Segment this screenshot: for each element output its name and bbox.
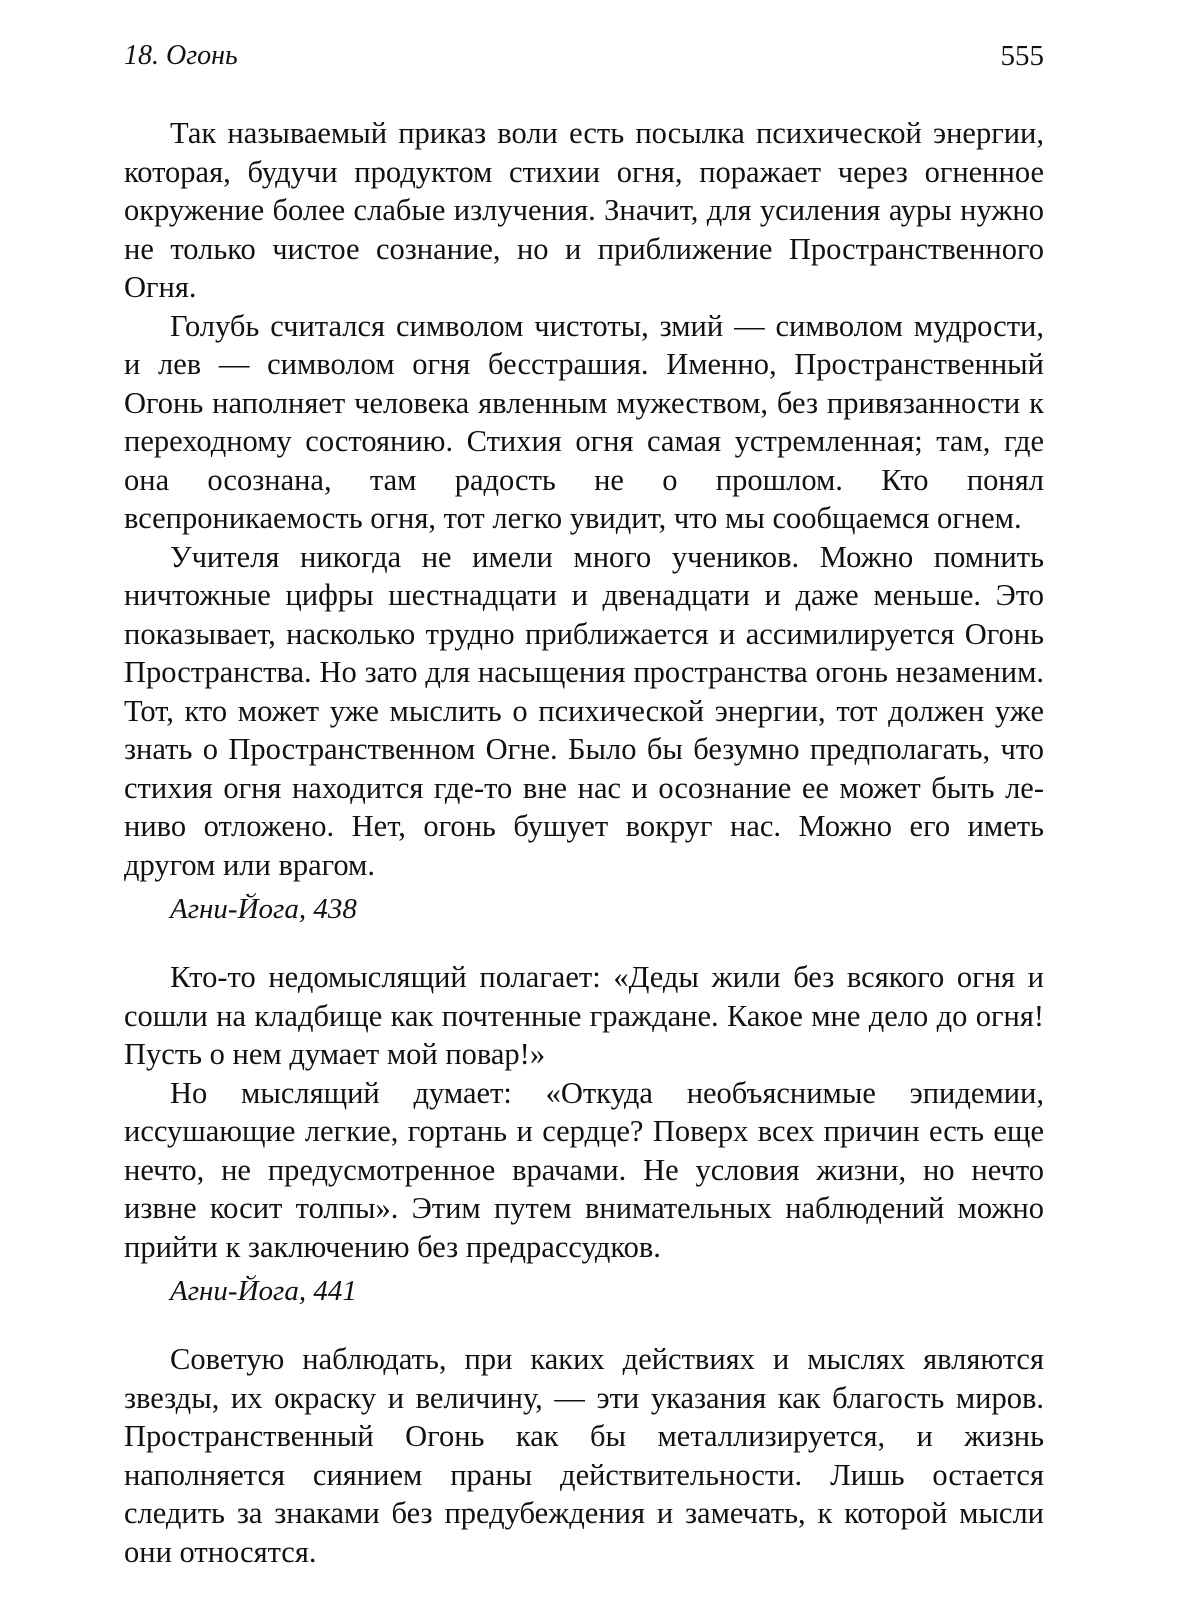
page-body — [124, 114, 1044, 1571]
page-header — [124, 40, 1044, 80]
page-number: 555 — [1000, 40, 1044, 72]
paragraph: Учителя никогда не имели много учеников. Можно помнить ничтожные цифры шестнадцати и двенадцати и даже меньше. Это показывает, насколько трудно приближается и ассимилируется Огонь Пространства. Но зато для насыщения пространства огонь незаменим. Тот, кто может уже мыслить о психической энергии, тот должен уже знать о Пространственном Огне. Было бы безумно предполагать, что стихия огня находится где-то вне нас и осознание ее может быть лениво отложено. Нет, огонь бушует вокруг нас. Можно его иметь другом или врагом. — [124, 539, 1044, 882]
running-head: 18. Огонь — [124, 40, 238, 71]
attribution: Агни-Йога, 438 — [170, 893, 357, 925]
paragraph: Советую наблюдать, при каких действиях и мыслях являются звезды, их окраску и величину, — эти указания как благость миров. Пространственный Огонь как бы металлизируется, и жизнь наполняется сиянием праны действительности. Лишь остается следить за знаками без предубеждения и замечать, к которой мысли они относятся. — [124, 1342, 1044, 1569]
paragraph: Но мыслящий думает: «Откуда необъяснимые эпидемии, иссушающие легкие, гортань и сердце? Поверх всех причин есть еще нечто, не предусмотренное врачами. Не условия жизни, но нечто извне косит толпы». Этим путем внимательных наблюдений можно прийти к заключению без предрассудков. — [124, 1075, 1044, 1264]
paragraph: Голубь считался символом чистоты, змий — символом мудрости, и лев — символом огня бесстрашия. Именно, Пространственный Огонь наполняет человека явленным мужеством, без привязанности к переходному состоянию. Стихия огня самая устремленная; там, где она осознана, там радость не о прошлом. Кто понял всепроникаемость огня, тот легко увидит, что мы сообщаемся огнем. — [124, 308, 1044, 535]
paragraph: Так называемый приказ воли есть посылка психической энергии, которая, будучи продуктом стихии огня, поражает через огненное окружение более слабые излучения. Значит, для усиления ауры нужно не только чистое сознание, но и приближение Пространственного Огня. — [124, 116, 1044, 304]
attribution: Агни-Йога, 441 — [170, 1275, 357, 1307]
paragraph: Кто-то недомыслящий полагает: «Деды жили без всякого огня и сошли на кладбище как почтенные граждане. Какое мне дело до огня! Пусть о нем думает мой повар!» — [124, 960, 1044, 1071]
